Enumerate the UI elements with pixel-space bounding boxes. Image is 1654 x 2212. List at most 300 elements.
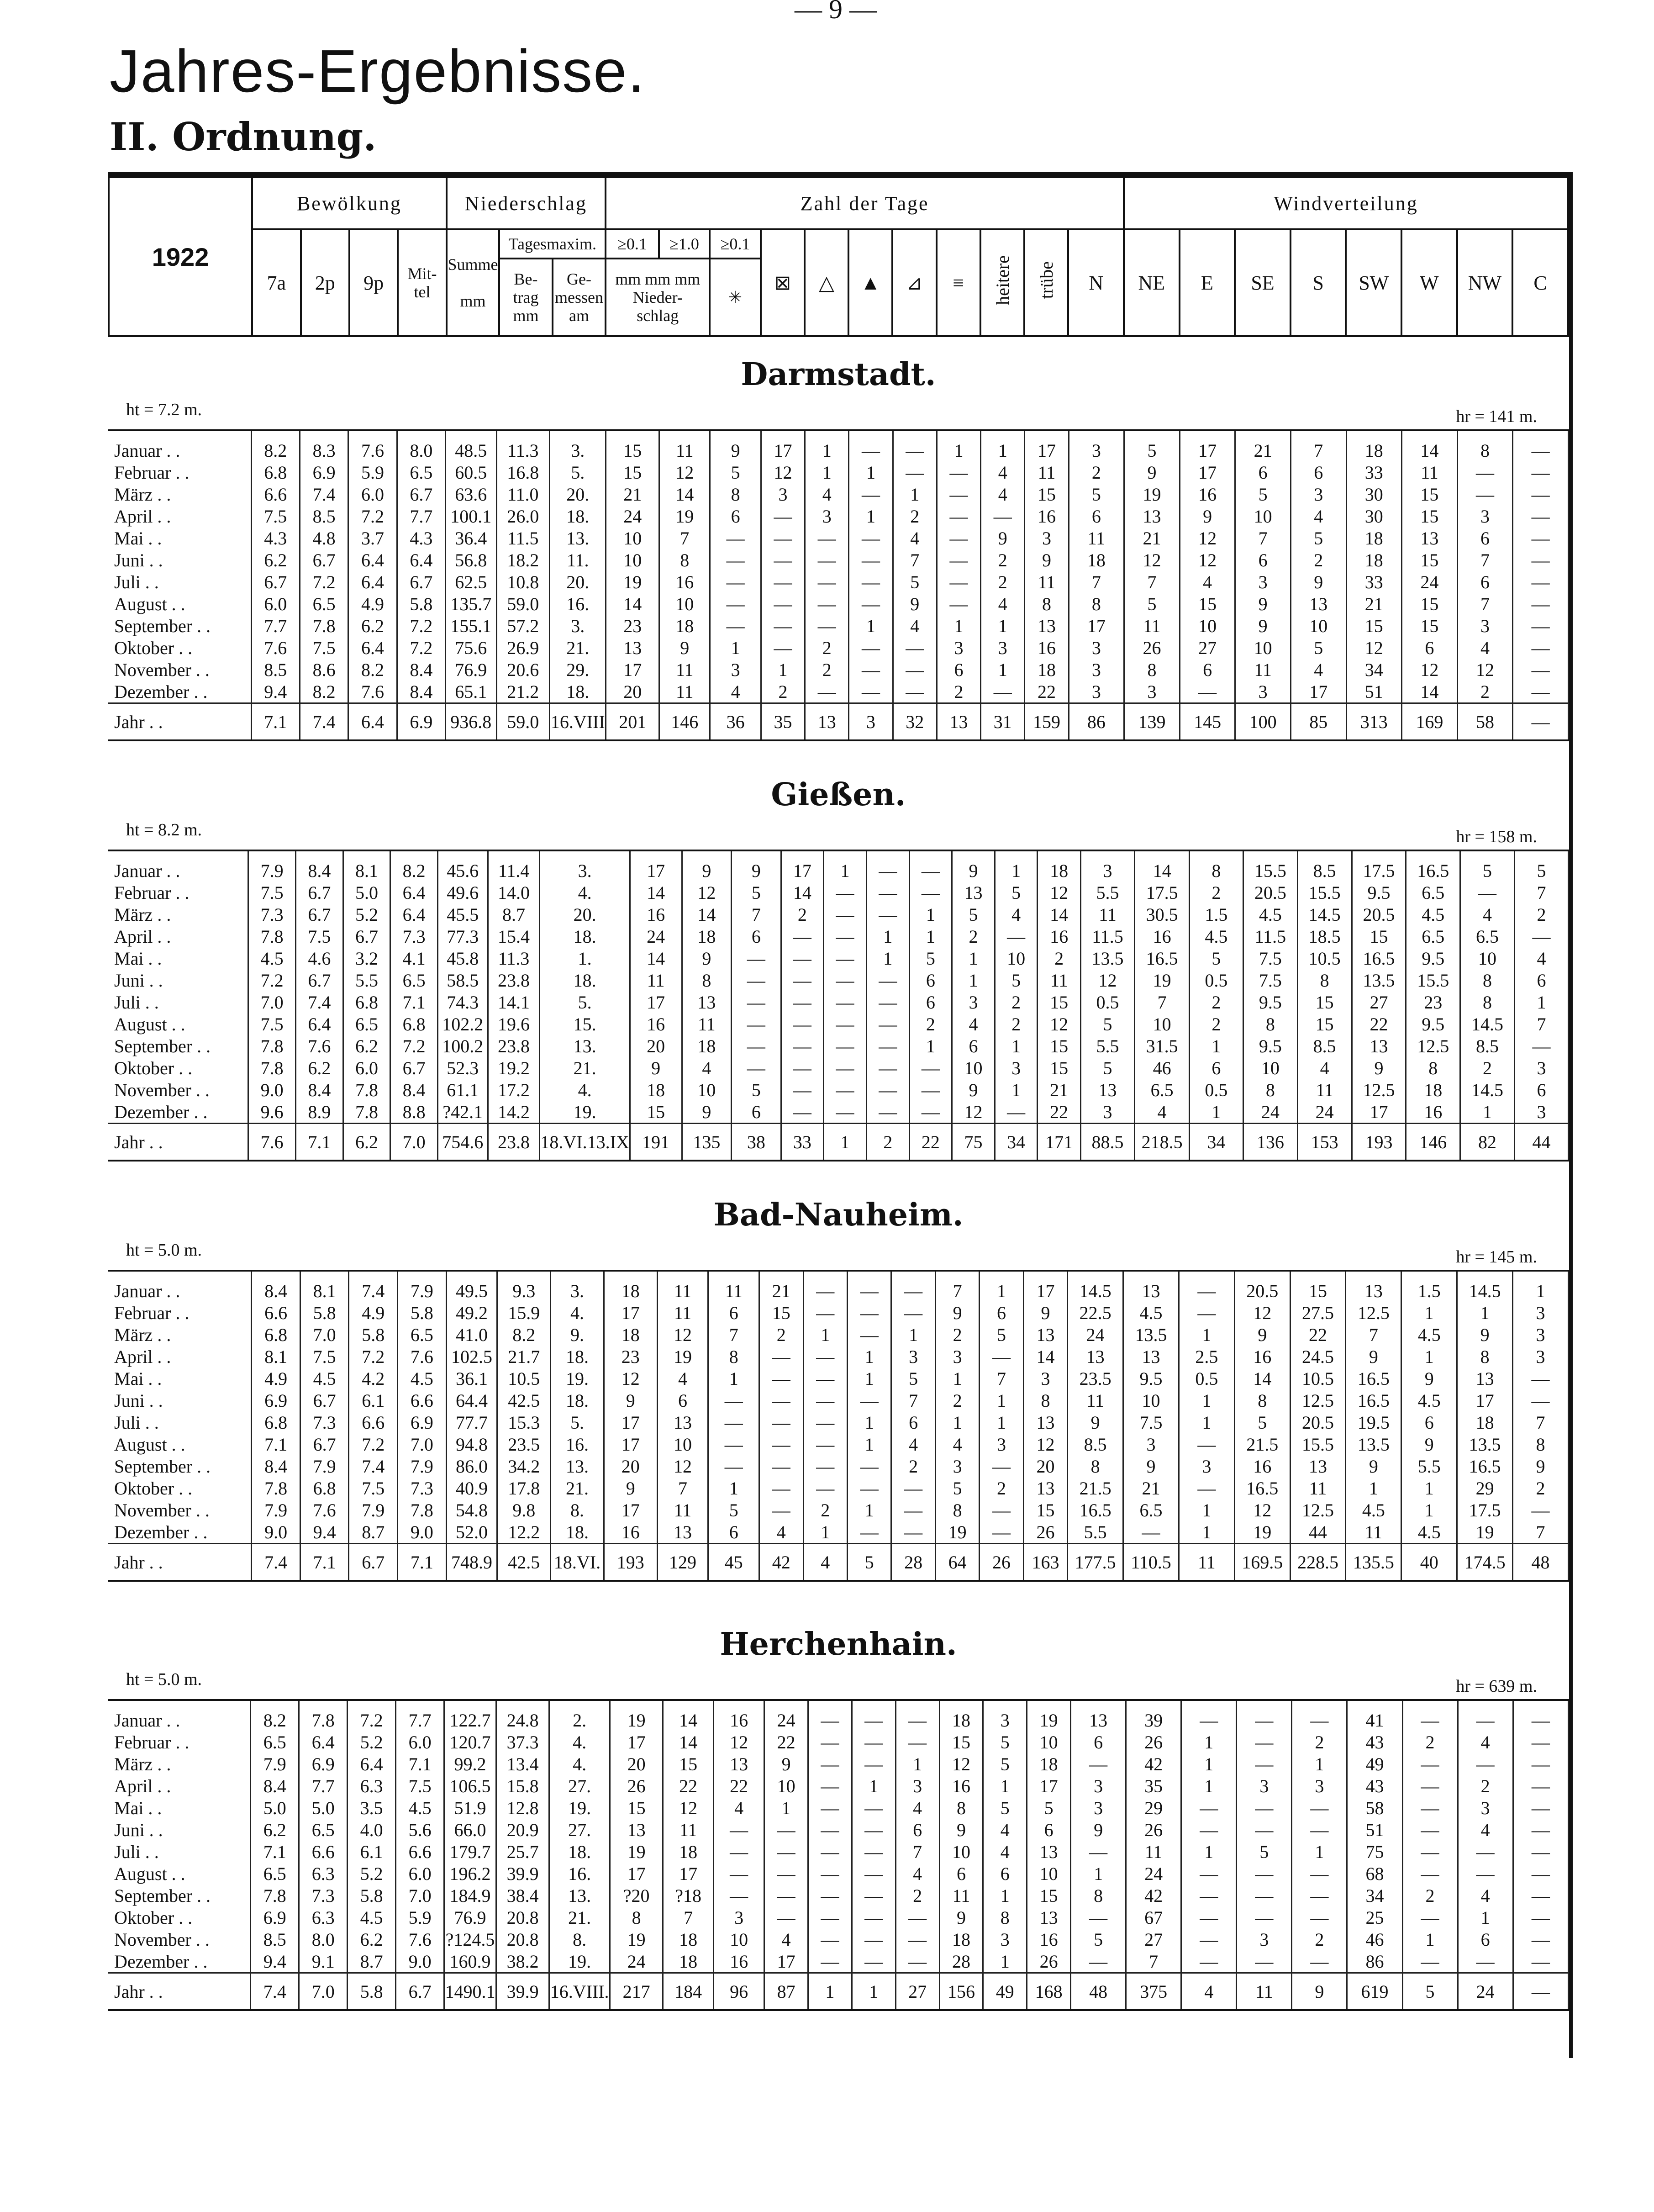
table-cell: 936.8 [446,703,496,741]
table-cell: 2 [1069,461,1124,483]
table-cell: 3 [1457,505,1513,527]
table-cell: 1 [1401,1499,1457,1521]
table-cell: 16 [1027,1928,1071,1950]
table-cell: 6.7 [396,1973,444,2011]
table-cell: — [1513,1753,1568,1775]
table-cell: 8.5 [251,659,300,681]
table-cell: 3 [1512,1346,1568,1367]
col-wind-sw: SW [1346,229,1401,336]
table-cell: 87 [764,1973,808,2011]
table-cell: — [1237,1863,1292,1885]
table-cell: 6.9 [252,1389,300,1411]
table-row [108,991,1569,1013]
table-cell: 5 [1235,483,1291,505]
table-cell: 7 [1346,1324,1401,1346]
table-cell: ?124.5 [444,1928,496,1950]
table-cell: 20. [540,903,630,925]
table-cell: 32 [893,703,937,741]
table-row [108,1950,1569,1973]
table-cell: 8.5 [1068,1433,1123,1455]
table-cell: 7 [663,1906,714,1928]
table-cell: 159 [1025,703,1069,741]
table-cell: 15.4 [488,925,540,947]
table-cell: 1 [1292,1841,1347,1863]
table-cell: 9 [1346,1346,1401,1367]
table-cell: 13.5 [1457,1433,1513,1455]
table-cell: — [824,903,867,925]
table-cell: — [1237,1700,1292,1731]
table-cell: — [1512,1389,1568,1411]
table-cell: — [824,1057,867,1079]
table-cell: 8 [935,1499,979,1521]
table-cell: 6.2 [343,1035,390,1057]
table-cell: 5 [1124,593,1180,615]
table-cell: — [805,593,849,615]
table-cell: 5.9 [348,461,397,483]
windverteilung-header: Windverteilung [1124,177,1568,229]
table-cell: 7.2 [348,505,397,527]
table-cell: — [891,1521,935,1544]
table-cell: 16 [1406,1101,1460,1124]
table-cell: 27 [1352,991,1406,1013]
table-cell: — [710,571,761,593]
table-cell: 82 [1460,1124,1515,1161]
table-cell: 1 [1181,1775,1237,1797]
table-cell: 38.4 [496,1885,549,1906]
table-cell: 8 [1234,1389,1290,1411]
table-cell: 2 [761,681,805,703]
table-cell: 754.6 [437,1124,488,1161]
table-cell: 7.8 [398,1499,447,1521]
station-ht: ht = 5.0 m. [126,1670,202,1689]
table-cell: 9 [952,1079,995,1101]
table-cell: — [824,947,867,969]
table-cell: 9.0 [252,1521,300,1544]
table-cell: 16.5 [1068,1499,1123,1521]
table-cell: 9 [1291,571,1346,593]
col-gemessen: Ge- messen am [553,259,606,336]
table-cell: 0.5 [1179,1367,1234,1389]
table-cell: 2 [937,681,980,703]
table-cell: 28 [891,1544,935,1581]
table-cell: 2 [805,659,849,681]
table-cell: 19 [935,1521,979,1544]
table-cell: 7.2 [349,1433,398,1455]
table-cell: 4 [1291,659,1346,681]
table-cell: 7.7 [251,615,300,637]
table-cell: — [808,1753,852,1775]
table-cell: 11 [659,681,710,703]
month-label: März . . [108,1753,251,1775]
table-cell: 22 [1290,1324,1346,1346]
month-label: November . . [108,1928,251,1950]
table-cell: 34 [1347,1885,1402,1906]
table-cell: 5.8 [300,1302,349,1324]
table-cell: 4.5 [1406,903,1460,925]
table-cell: — [1513,430,1569,461]
table-cell: 27 [1180,637,1235,659]
table-cell: 3 [1080,1101,1135,1124]
table-cell: 7 [732,903,781,925]
table-cell: 13.5 [1352,969,1406,991]
page-title: Jahres-Ergebnisse. [110,37,646,105]
table-cell: 8.4 [252,1271,300,1302]
table-cell: 20.5 [1234,1271,1290,1302]
table-cell: 1 [805,430,849,461]
table-cell: 5.2 [348,1731,396,1753]
table-cell: 7.0 [390,1124,438,1161]
table-cell: 9 [682,947,732,969]
table-cell: 24 [1458,1973,1513,2011]
table-cell: 4. [551,1302,604,1324]
table-cell: 7.6 [296,1035,343,1057]
table-cell: — [1402,1906,1458,1928]
table-cell: — [1237,1731,1292,1753]
table-cell: 27 [1126,1928,1181,1950]
table-cell: 12 [663,1797,714,1819]
table-cell: 1 [847,1411,891,1433]
table-cell: 3 [983,1928,1027,1950]
table-cell: — [847,1521,891,1544]
table-row [108,903,1569,925]
table-cell: 13 [1123,1346,1179,1367]
table-cell: 88.5 [1080,1124,1135,1161]
table-cell: 1 [866,947,909,969]
table-cell: 27. [549,1819,610,1841]
table-row [108,1731,1569,1753]
table-cell: 1 [935,1367,979,1389]
table-cell: 66.0 [444,1819,496,1841]
table-row [108,1499,1569,1521]
table-cell: — [1123,1521,1179,1544]
table-cell: 6 [708,1521,759,1544]
table-cell: — [761,615,805,637]
table-cell: 18 [939,1928,983,1950]
table-cell: 7.5 [1123,1411,1179,1433]
table-cell: 18 [604,1324,657,1346]
table-cell: 2 [1514,903,1568,925]
table-cell: — [824,1079,867,1101]
table-cell: 9 [1292,1973,1347,2011]
table-cell: 16 [714,1700,764,1731]
table-cell: — [1292,1700,1347,1731]
table-cell: 4.9 [252,1367,300,1389]
table-cell: 9 [1071,1819,1126,1841]
table-cell: — [893,461,937,483]
table-cell: — [1237,1885,1292,1906]
table-cell: 7.2 [390,1035,438,1057]
table-cell: — [1513,549,1569,571]
table-cell: 8.2 [348,659,397,681]
table-cell: 4 [893,615,937,637]
table-row [108,1863,1569,1885]
table-cell: 5 [1291,527,1346,549]
table-cell: 37.3 [496,1731,549,1753]
month-label: November . . [108,659,251,681]
table-cell: 6.5 [251,1863,299,1885]
table-cell: 2 [891,1455,935,1477]
table-cell: 17 [630,850,682,882]
table-cell: 8.0 [299,1928,348,1950]
table-cell: 9 [1457,1324,1513,1346]
table-cell: 2 [1457,681,1513,703]
table-cell: 19 [1124,483,1180,505]
month-label: Juni . . [108,1819,251,1841]
table-cell: 6 [1235,461,1291,483]
month-label: Jahr . . [108,1544,252,1581]
table-cell: 12 [1346,637,1402,659]
table-cell: 5 [983,1797,1027,1819]
table-cell: 15 [1180,593,1235,615]
table-cell: 20.8 [496,1928,549,1950]
table-cell: 6.6 [398,1389,447,1411]
table-cell: — [803,1455,847,1477]
table-cell: 5. [540,991,630,1013]
table-cell: 9.1 [299,1950,348,1973]
table-cell: 19.5 [1346,1411,1401,1433]
table-cell: 68 [1347,1863,1402,1885]
table-cell: — [937,505,980,527]
table-cell: 8 [682,969,732,991]
table-cell: — [1513,1775,1568,1797]
table-cell: — [849,430,893,461]
table-cell: 61.1 [437,1079,488,1101]
table-cell: — [980,1346,1023,1367]
table-cell: 7 [659,527,710,549]
table-cell: 7 [893,549,937,571]
table-cell: — [759,1477,803,1499]
table-cell: 1 [866,925,909,947]
table-cell: 11 [657,1271,708,1302]
table-row [108,1477,1569,1499]
table-cell: 129 [657,1544,708,1581]
table-cell: 110.5 [1123,1544,1179,1581]
table-cell: 17.5 [1135,882,1189,903]
table-cell: 9 [1235,593,1291,615]
table-row [108,947,1569,969]
table-cell: 14 [781,882,824,903]
table-cell: 7.1 [398,1544,447,1581]
col-ge01: ≥0.1 [606,229,659,259]
table-cell: — [781,1057,824,1079]
table-cell: — [1179,1271,1234,1302]
table-cell: 6 [1401,1411,1457,1433]
col-7a: 7a [252,229,300,336]
table-cell: 9.0 [396,1950,444,1973]
table-cell: 6 [657,1389,708,1411]
table-cell: 7.9 [252,1499,300,1521]
table-cell: 11 [1124,615,1180,637]
table-cell: — [1402,1841,1458,1863]
table-cell: 17 [604,1302,657,1324]
table-row [108,1455,1569,1477]
table-cell: 12 [682,882,732,903]
table-cell: 7.8 [248,1035,296,1057]
table-row [108,1035,1569,1057]
table-cell: 6 [1027,1819,1071,1841]
table-cell: 4 [1181,1973,1237,2011]
table-cell: 9 [935,1302,979,1324]
table-cell: — [895,1906,939,1928]
table-cell: 4.5 [1346,1499,1401,1521]
month-label: Juli . . [108,1411,252,1433]
table-cell: 15 [759,1302,803,1324]
table-cell: — [1513,527,1569,549]
table-cell: — [732,1057,781,1079]
table-cell: 6 [1180,659,1235,681]
table-cell: — [1458,1863,1513,1885]
table-cell: 1 [1458,1906,1513,1928]
col-ge01b: ≥0.1 [710,229,760,259]
table-cell: — [1513,1797,1568,1819]
table-cell: 14 [659,483,710,505]
table-cell: 26 [980,1544,1023,1581]
table-cell: — [895,1700,939,1731]
table-cell: — [1513,637,1569,659]
table-cell: 8.4 [397,681,445,703]
table-cell: 16.VIII [550,703,606,741]
table-cell: 7.1 [251,703,300,741]
table-cell: 9 [1023,1302,1067,1324]
table-cell: 8.4 [390,1079,438,1101]
table-cell: — [866,969,909,991]
table-cell: — [1460,882,1515,903]
table-cell: 6.8 [252,1411,300,1433]
table-cell: 20 [604,1455,657,1477]
month-label: November . . [108,1499,252,1521]
table-cell: 2 [980,1477,1023,1499]
table-row [108,1885,1569,1906]
table-cell: 1 [852,1973,895,2011]
table-cell: 6.0 [396,1863,444,1885]
table-cell: 9 [732,850,781,882]
table-cell: 168 [1027,1973,1071,2011]
table-cell: — [891,1477,935,1499]
table-cell: 22 [1352,1013,1406,1035]
table-cell: 45.6 [437,850,488,882]
table-cell: 5.8 [349,1324,398,1346]
table-cell: 1 [995,1035,1038,1057]
table-cell: 106.5 [444,1775,496,1797]
table-cell: 19 [610,1928,663,1950]
table-cell: 13 [1068,1346,1123,1367]
table-cell: 39 [1126,1700,1181,1731]
month-label: August . . [108,593,251,615]
table-cell: — [1181,1928,1237,1950]
table-cell: 12 [1234,1499,1290,1521]
table-cell: 12.2 [497,1521,551,1544]
table-cell: 16 [659,571,710,593]
table-row [108,969,1569,991]
table-cell: — [1402,1819,1458,1841]
table-cell: 7.5 [296,925,343,947]
table-cell: 1 [1179,1499,1234,1521]
table-cell: 6 [732,1101,781,1124]
table-cell: — [764,1906,808,1928]
table-cell: — [1402,1797,1458,1819]
table-cell: 11.0 [496,483,550,505]
table-cell: 8.4 [252,1455,300,1477]
table-cell: 40 [1401,1544,1457,1581]
table-cell: 5 [1460,850,1515,882]
table-cell: 18.VI.13.IX [540,1124,630,1161]
table-cell: — [1292,1797,1347,1819]
table-cell: 6.7 [296,969,343,991]
table-cell: 17 [1352,1101,1406,1124]
table-cell: 5 [1291,637,1346,659]
table-cell: 16 [714,1950,764,1973]
table-cell: 15 [1025,483,1069,505]
table-cell: 23.8 [488,1035,540,1057]
table-cell: 11 [659,430,710,461]
table-cell: 7.7 [396,1700,444,1731]
table-cell: 7.2 [248,969,296,991]
table-cell: 76.9 [444,1906,496,1928]
col-snow [710,259,760,336]
table-cell: 8 [1457,1346,1513,1367]
table-row [108,1367,1569,1389]
table-cell: 3 [895,1775,939,1797]
table-cell: — [714,1819,764,1841]
table-cell: — [1458,1841,1513,1863]
table-cell: 1.5 [1401,1271,1457,1302]
table-cell: 33 [1346,461,1402,483]
table-cell: — [732,1035,781,1057]
table-cell: 8. [549,1928,610,1950]
table-cell: — [808,1731,852,1753]
table-cell: 8 [1025,593,1069,615]
table-cell: — [849,549,893,571]
table-cell: 14 [1135,850,1189,882]
table-cell: 160.9 [444,1950,496,1973]
table-cell: 1 [995,1079,1038,1101]
table-cell: 2 [981,549,1025,571]
table-cell: 4.5 [1123,1302,1179,1324]
table-cell: 24 [1126,1863,1181,1885]
table-cell: — [710,615,761,637]
mm-units: mm mm mm [615,270,701,288]
table-cell: 7.1 [252,1433,300,1455]
month-label: Oktober . . [108,637,251,659]
table-cell: 21. [551,1477,604,1499]
table-cell: 14.5 [1460,1013,1515,1035]
table-cell: 6.5 [397,461,445,483]
table-cell: 2.5 [1179,1346,1234,1367]
table-cell: 7.6 [251,637,300,659]
table-cell: 7 [935,1271,979,1302]
table-cell: 5.5 [1080,1035,1135,1057]
table-cell: — [909,850,952,882]
table-cell: — [759,1367,803,1389]
table-row [108,1411,1569,1433]
table-cell: 11 [659,659,710,681]
table-cell: 20. [550,483,606,505]
table-cell: 23.5 [497,1433,551,1455]
table-cell: 17 [1023,1271,1067,1302]
table-cell: 1 [983,1885,1027,1906]
month-label: Oktober . . [108,1906,251,1928]
table-cell: 1 [803,1521,847,1544]
table-cell: 42 [1126,1885,1181,1906]
truebe-label: trübe [1036,261,1057,299]
month-label: Juli . . [108,1841,251,1863]
table-cell: 11 [657,1499,708,1521]
table-cell: 6.1 [349,1389,398,1411]
col-2p: 2p [301,229,349,336]
table-cell: 5.8 [398,1302,447,1324]
table-cell: 16.5 [1346,1367,1401,1389]
table-cell: 10.5 [497,1367,551,1389]
